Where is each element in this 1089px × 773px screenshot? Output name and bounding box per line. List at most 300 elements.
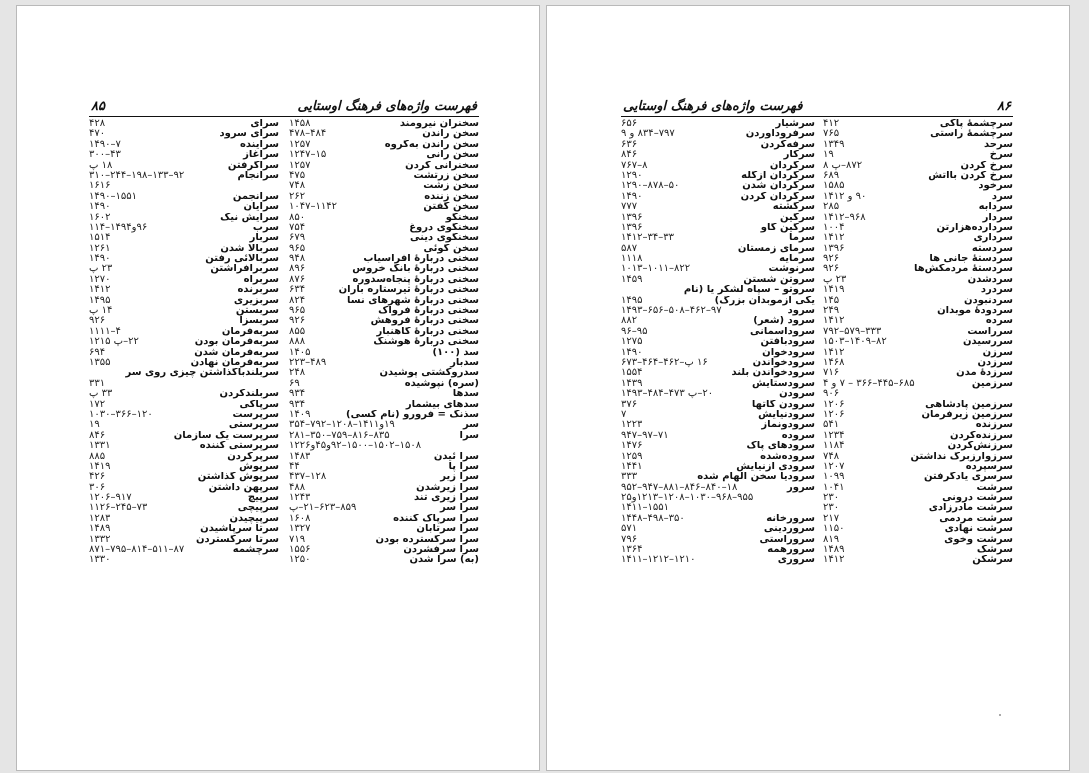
index-entry [823,389,1013,399]
entry-term: سرگین [780,212,815,223]
entry-page-refs: ۶۷۹ [289,233,306,244]
index-entry [823,161,1013,171]
index-entry [621,150,815,160]
entry-page-refs: ۱۴۹۰ [89,202,111,213]
index-entry [89,389,279,399]
entry-term: سرا پا [448,461,479,472]
index-entry [621,400,815,410]
page-header-title: فهرست واژه‌های فرهنگ اوستایی [623,99,803,114]
speck-mark [999,714,1001,716]
entry-term: سرزنش‌کردن [947,441,1013,452]
entry-page-refs: ۱۳۳۰ [89,555,111,566]
index-entry [89,431,279,441]
index-entry [621,503,815,513]
entry-term: سرا سرپاک کننده [393,513,479,524]
entry-page-refs: ۱۰۰۴ [823,222,845,233]
entry-term: سرفرودآوردن [745,129,815,140]
entry-page-refs: ۴۱۲ [823,119,840,129]
entry-term: سرا سرگسترده بودن [375,534,479,545]
entry-page-refs: ۸۲–۱۴۰۹–۱۵۰۳ [823,337,887,348]
entry-term: سرخ [989,150,1013,161]
entry-term: سروردینی [763,524,815,535]
entry-term: سرشت مردمی [939,513,1013,524]
entry-term: سرزمین زیرفرمان [921,409,1013,420]
entry-term: سرتا سرپاشیدن [200,524,279,535]
entry-page-refs: ۱۴۹۵ [89,295,111,306]
entry-term: سرشت وخوی [944,534,1013,545]
entry-page-refs: ۸–۷۶۷ [621,160,648,171]
index-entry [621,420,815,430]
entry-term: سرگردان کردن [740,191,815,202]
entry-term: سرپهن داشتن [208,482,279,493]
entry-page-refs: ۱۳۹۶ [621,222,643,233]
index-entry [621,348,815,358]
index-entry [823,368,1013,378]
entry-term: سخن گوئی [423,243,479,254]
entry-term: سرودونماز [761,420,815,431]
entry-page-refs: ۳۳ پ [89,389,113,400]
entry-term: سروری [777,555,815,566]
entry-page-refs: ۹۰۶ [823,389,840,400]
entry-term: سرچشمهٔ راستی [930,129,1013,140]
index-entry [89,462,279,472]
entry-term: سرایان [243,202,279,213]
entry-page-refs: ۱۲۵۷ [289,139,311,150]
index-entry [823,254,1013,264]
entry-page-refs: ۲۲–پ ۱۲۱۵ [89,337,139,348]
entry-page-refs: ۵۷۱ [621,524,638,535]
entry-term: سخنی دربارهٔ فروهش [370,316,479,327]
index-entry [89,129,279,139]
entry-page-refs: ۷۵۴ [289,222,306,233]
entry-term: سرشت نهادی [944,524,1013,535]
entry-term: سرپاکی [239,399,279,410]
entry-page-refs: ۱۲۰۷ [823,461,845,472]
entry-page-refs: ۱۳۳۲ [89,534,111,545]
index-entry [621,306,815,316]
index-entry [289,119,479,129]
entry-page-refs: ۸۸۵ [89,451,106,462]
entry-page-refs: ۹۲۶ [823,254,840,265]
entry-term: سررسیدن [962,337,1013,348]
index-entry [823,171,1013,181]
entry-page-refs: ۱۵۵۱–۱۴۱۱ [621,503,669,514]
entry-term: سرگردان [769,160,815,171]
index-entry [823,296,1013,306]
entry-term: سرگین گاو [760,222,815,233]
entry-term: سخنی دربارهٔ فرواک [378,306,479,317]
entry-term: سرانجام [237,170,279,181]
entry-page-refs: ۸۸۲ [621,316,638,327]
entry-term: سربرافراشتن [210,264,279,275]
index-entry [89,316,279,326]
entry-page-refs: ۸۲۲–۱۰۱۱–۱۰۱۳ [621,264,691,275]
index-entry [823,400,1013,410]
entry-page-refs: ۵۸۷ [621,243,638,254]
entry-term: سر [462,420,479,431]
entry-term: سرزنده‌کردن [950,430,1013,441]
index-entry [823,275,1013,285]
entry-page-refs: ۱۰۴۱ [823,482,845,493]
entry-term: سرآغاز [243,150,279,161]
index-entry [621,285,815,295]
index-entry [289,223,479,233]
entry-term: سخن زشت [423,181,479,192]
entry-page-refs: ۷۱–۹۷–۹۴۷ [621,430,669,441]
entry-page-refs: ۱۵–۱۲۴۷ [289,150,327,161]
entry-term: سخنگوی دینی [410,233,479,244]
entry-term: سرزمین پادشاهی [925,399,1013,410]
index-entry [621,431,815,441]
entry-page-refs: ۹۲۶ [289,316,306,327]
index-entry [823,452,1013,462]
index-entry [89,150,279,160]
entry-page-refs: ۷۷۷ [621,202,638,213]
entry-term: سرد [991,191,1013,202]
entry-term: سخنی دربارهٔ تیرستاره باران [338,285,479,296]
entry-term: سرودی ازنیایش [736,461,815,472]
entry-page-refs: ۳۰۶ [89,482,106,493]
entry-page-refs: ۱۴۱۲ [89,285,111,296]
entry-term: سربستن [235,306,279,317]
entry-page-refs: ۱۲۵۰ [289,555,311,566]
entry-term: سخنی دربارهٔ شهرهای نسا [347,295,479,306]
entry-page-refs: ۹۳۴ [289,389,306,400]
entry-page-refs: ۷۱۶ [823,368,840,379]
entry-page-refs: ۳۷۶ [621,399,638,410]
entry-page-refs: ۱۴۱۹ [89,461,111,472]
index-entry [89,514,279,524]
entry-term: سرشت درونی [942,493,1013,504]
index-entry [621,181,815,191]
index-entry [289,420,479,430]
entry-term: سرورهمه [767,545,815,556]
entry-term: سردارده‌هزارتن [936,222,1013,233]
entry-term: سخنران نیرومند [399,119,479,129]
entry-term: سرسری یادگرفتن [923,472,1013,483]
index-column-right [289,119,479,566]
entry-page-refs: ۵۴۱ [823,420,840,431]
index-entry [823,140,1013,150]
index-entry [823,348,1013,358]
index-entry [89,493,279,503]
entry-term: سرای [250,119,279,129]
index-entry [89,192,279,202]
entry-term: سرحد [983,139,1013,150]
index-entry [621,472,815,482]
index-entry [289,275,479,285]
entry-page-refs: ۱۴۱۲ [823,316,845,327]
index-entry [621,316,815,326]
index-entry [289,503,479,513]
entry-term: سربسزا [239,316,279,327]
index-entry [823,555,1013,565]
entry-term: سخن رانی [426,150,479,161]
entry-page-refs: ۱۴۵ [823,295,840,306]
index-entry [823,337,1013,347]
index-entry [823,181,1013,191]
entry-page-refs: ۱۳۶۴ [621,545,643,556]
index-entry [823,202,1013,212]
entry-term: سرا [459,430,479,441]
index-entry [89,348,279,358]
entry-page-refs: ۲۶۲ [289,191,306,202]
entry-term: سرودآسمانی [750,326,815,337]
index-entry [621,535,815,545]
index-entry [289,316,479,326]
entry-page-refs: ۹۷–۴۶۲–۵۰۸–۶۵۶–۱۴۹۳ [621,306,722,317]
index-entry [289,535,479,545]
entry-term: سربالائی رفتن [205,254,279,265]
entry-page-refs: ۴–۱۱۱۱ [89,326,121,337]
entry-page-refs: ۲۸۵ [823,202,840,213]
entry-page-refs: ۱۳۴۹ [823,139,845,150]
entry-term: سردرد [980,285,1013,296]
entry-page-refs: ۶۵۶ [621,119,638,129]
entry-page-refs: ۳۳–۳۴–۱۴۱۲ [621,233,674,244]
entry-term: سرودن گاتها [751,399,815,410]
index-entry [89,327,279,337]
entry-page-refs: ۱۳۲۷ [289,524,311,535]
entry-term: سرشک [976,545,1013,556]
index-entry [289,379,479,389]
entry-term: (سره) نپوشیده [404,378,479,389]
index-entry [289,431,479,441]
index-entry [289,213,479,223]
index-entry [823,358,1013,368]
index-entry [621,192,815,202]
entry-page-refs: ۴۷۵ [289,170,306,181]
entry-term: سراگرفتن [227,160,279,171]
entry-page-refs: ۴۲۶ [89,472,106,483]
entry-term: سخنی دربارهٔ افراسیاب [363,254,479,265]
entry-page-refs: ۷۴۸ [823,451,840,462]
entry-term: سرما [788,233,815,244]
index-entry [289,400,479,410]
entry-term: سرپیچی [237,503,279,514]
entry-page-refs: ۷۶۵ [823,129,840,140]
entry-term: سرگشته [772,202,815,213]
index-entry [289,410,479,420]
entry-page-refs: ۱۳۵۵ [89,357,111,368]
entry-page-refs: ۹۲–۱۳۳–۱۹۸–۲۴۴–۳۱۰ [89,170,185,181]
entry-page-refs: ۱۴۱۲ [823,347,845,358]
index-entry [823,462,1013,472]
index-entry [621,441,815,451]
entry-term: سربزیری [233,295,279,306]
index-entry [89,140,279,150]
entry-page-refs: ۱۹و۱۴۱۱–۱۲۰۸–۷۹۲–۳۵۴ [289,420,395,431]
entry-term: سردشدن [967,274,1013,285]
entry-page-refs: ۹۲۶ [823,264,840,275]
index-entry [289,358,479,368]
index-entry [621,524,815,534]
index-entry [289,337,479,347]
entry-page-refs: ۱۴۶۸ [823,357,845,368]
entry-page-refs: ۱۴۳۹ [621,378,643,389]
entry-page-refs: ۱۶۰۸ [289,513,311,524]
entry-page-refs: ۷۱۹ [289,534,306,545]
entry-page-refs: ۱۵۸۵ [823,181,845,192]
entry-term: سخنگو [445,212,479,223]
entry-page-refs: ۸۹۶ [289,264,306,275]
entry-term: سدروکشتی پوشیدن [379,368,479,379]
entry-term: سرا ئیدن [433,451,479,462]
index-entry [823,483,1013,493]
entry-page-refs: ۸۲۴ [289,295,306,306]
index-entry [621,483,815,493]
index-entry [823,431,1013,441]
entry-term: سردودهٔ موبدان [937,306,1013,317]
entry-page-refs: ۹۳۴ [289,399,306,410]
entry-term: سرفه‌کردن [760,139,815,150]
index-entry [289,264,479,274]
index-entry [89,420,279,430]
entry-term: سرتا سرگستردن [195,534,279,545]
entry-page-refs: ۱۲۶۱ [89,243,111,254]
entry-term: سرپیچ [247,493,279,504]
index-entry [621,296,815,306]
index-entry [289,202,479,212]
index-entry [823,472,1013,482]
entry-term: سروده [781,430,815,441]
entry-term: سردنبودن [964,295,1013,306]
index-entry [289,140,479,150]
entry-page-refs: ۱۸–۸۴۰–۸۴۶–۸۸۱–۹۴۷–۹۵۲ [621,482,738,493]
entry-term: سخنرانی کردن [405,160,479,171]
entry-page-refs: ۱۱۱۸ [621,254,643,265]
index-entry [621,171,815,181]
entry-page-refs: ۲۳۰ [823,503,840,514]
index-entry [823,441,1013,451]
entry-page-refs: ۱۲۴۳ [289,493,311,504]
index-entry [621,358,815,368]
index-entry [89,555,279,565]
entry-page-refs: ۹۵۵–۹۶۸–۱۰۳۰–۱۲۰۸–۱۲۱۳و۲۵ [621,493,754,504]
entry-page-refs: ۱۶ پ–۴۶۲–۴۶۴–۶۷۳ [621,357,708,368]
entry-page-refs: ۱۲۷۰ [89,274,111,285]
entry-term: سرشت [976,482,1013,493]
entry-page-refs: ۷–۱۴۹۰ [89,139,121,150]
entry-term: سروده‌شده [760,451,815,462]
entry-page-refs: ۴۴ [289,461,300,472]
entry-term: سرچشمه [232,545,279,556]
index-entry [89,545,279,555]
entry-page-refs: ۴۳–۳۰۰ [89,150,121,161]
index-entry [289,368,479,378]
index-entry [89,285,279,295]
index-entry [823,493,1013,503]
index-entry [289,171,479,181]
entry-term: سرکار [783,150,815,161]
entry-page-refs: ۹۱۷–۱۲۰۶ [89,493,132,504]
index-entry [823,535,1013,545]
index-entry [89,171,279,181]
index-entry [289,233,479,243]
entry-term: سربلندکردن [219,389,279,400]
entry-page-refs: ۱۲۵۹ [621,451,643,462]
index-entry [289,462,479,472]
page-header [89,88,479,117]
index-entry [621,368,815,378]
entry-page-refs: ۱۶۰۲ [89,212,111,223]
index-entry [621,264,815,274]
index-entry [621,389,815,399]
entry-term: سرپوش [239,461,279,472]
entry-page-refs: ۶۹ [289,378,300,389]
index-entry [289,285,479,295]
entry-page-refs: ۱۴۸۳ [289,451,311,462]
entry-term: سردسته [971,243,1013,254]
entry-term: سرپرستی [228,420,279,431]
index-entry [289,545,479,555]
entry-term: سدبار [450,357,479,368]
entry-term: سخن زننده [424,191,479,202]
entry-term: سرای سرود [219,129,279,140]
entry-term: سرگردان ازگله [741,170,815,181]
index-entry [89,441,279,451]
entry-page-refs: ۷ [621,409,627,420]
entry-page-refs: ۸۸۸ [289,337,306,348]
index-entry [823,264,1013,274]
index-entry [289,161,479,171]
index-entry [621,462,815,472]
entry-page-refs: ۹۶۵ [289,243,306,254]
entry-page-refs: ۹۲۶ [89,316,106,327]
index-entry [289,181,479,191]
entry-page-refs: ۸۷–۵۱۱–۸۱۴–۷۹۵–۸۷۱ [89,545,185,556]
entry-page-refs: ۱۲۰۶ [823,399,845,410]
entry-term: سرود (شعر) [753,316,815,327]
index-entry [89,275,279,285]
page-number: ۸۵ [91,99,105,114]
entry-page-refs: ۱۲۵۷ [289,160,311,171]
index-entry [621,410,815,420]
entry-term: سربه‌فرمان شدن [194,347,279,358]
index-entry [289,493,479,503]
index-entry [621,161,815,171]
index-entry [89,254,279,264]
entry-page-refs: ۱۵۵۶ [289,545,311,556]
index-column-left [621,119,815,566]
index-entry [89,400,279,410]
index-entry [823,327,1013,337]
entry-term: سرودخوان [762,347,815,358]
index-entry [89,379,279,389]
entry-page-refs: ۱۴۱۲ [823,233,845,244]
entry-term: سرمای زمستان [737,243,815,254]
entry-term: سرودستایش [752,378,815,389]
entry-page-refs: ۱۴۹۰ [621,191,643,202]
entry-page-refs: ۱۲۸۳ [89,513,111,524]
entry-term: سرده [985,316,1013,327]
index-entry [89,161,279,171]
entry-page-refs: ۴۸۸ [289,482,306,493]
entry-term: سرودیا سخن الهام شده [697,472,815,483]
index-entry [89,524,279,534]
entry-term: سخن زرتشت [413,170,479,181]
entry-term: سذنگ = فرورو (نام کسی) [346,409,479,420]
entry-term: سرپیچیدن [229,513,279,524]
entry-term: سخنگوی دروغ [409,222,479,233]
entry-term: سرپرست یک سازمان [173,430,279,441]
index-entry [89,535,279,545]
index-entry [289,472,479,482]
index-entry [823,119,1013,129]
index-entry [89,483,279,493]
index-entry [621,254,815,264]
index-entry [823,223,1013,233]
